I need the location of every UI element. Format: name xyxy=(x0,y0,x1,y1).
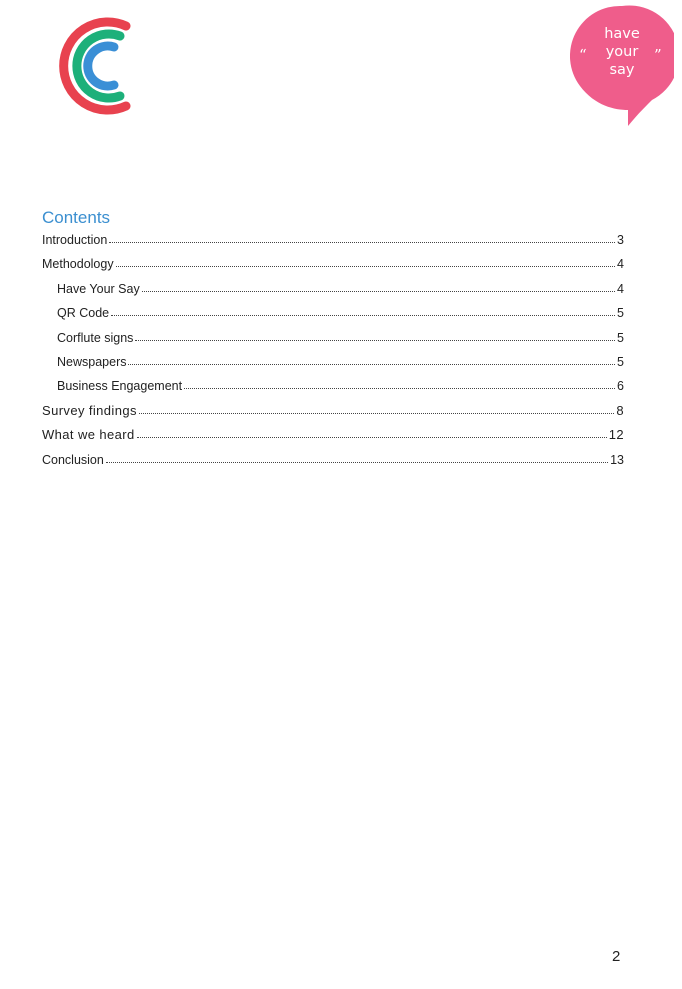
toc-leader-dots xyxy=(128,353,615,365)
have-your-say-logo xyxy=(570,4,674,128)
toc-entry-have-your-say[interactable] xyxy=(42,281,624,305)
toc-entry-title: What we heard xyxy=(42,427,135,443)
toc-entry-conclusion[interactable] xyxy=(42,452,624,476)
toc-entry-title: Introduction xyxy=(42,233,108,247)
toc-entry-title: Conclusion xyxy=(42,452,104,467)
toc-entry-introduction[interactable] xyxy=(42,232,624,256)
toc-entry-page: 6 xyxy=(617,379,624,394)
toc-entry-title: QR Code xyxy=(57,306,110,321)
toc-entry-page: 5 xyxy=(617,354,624,369)
toc-entry-page: 3 xyxy=(617,233,624,247)
page-number: 2 xyxy=(612,948,621,965)
toc-entry-page: 8 xyxy=(616,402,624,418)
council-logo xyxy=(46,14,142,118)
toc-entry-methodology[interactable] xyxy=(42,256,624,280)
toc-leader-dots xyxy=(184,377,615,389)
toc-entry-title: Business Engagement xyxy=(57,379,183,394)
toc-entry-title: Have Your Say xyxy=(57,281,140,296)
hys-line-1: have xyxy=(604,26,640,42)
toc-entry-newspapers[interactable] xyxy=(42,354,624,378)
toc-leader-dots xyxy=(106,451,608,463)
toc-entry-page: 5 xyxy=(617,306,624,321)
toc-leader-dots xyxy=(139,402,614,414)
toc-leader-dots xyxy=(142,280,615,292)
toc-entry-page: 4 xyxy=(617,257,624,272)
toc-leader-dots xyxy=(135,329,615,341)
toc-entry-title: Newspapers xyxy=(57,354,127,369)
contents-heading: Contents xyxy=(42,208,111,227)
toc-entry-title: Corflute signs xyxy=(57,330,134,345)
hys-line-3: say xyxy=(609,62,635,78)
toc-entry-page: 12 xyxy=(608,427,624,443)
toc-entry-business-engagement[interactable] xyxy=(42,378,624,402)
toc-leader-dots xyxy=(116,255,615,267)
logo-inner-arc xyxy=(88,46,114,86)
open-quote-icon: “ xyxy=(579,46,587,64)
table-of-contents xyxy=(42,232,624,476)
close-quote-icon: ” xyxy=(654,46,662,64)
toc-leader-dots xyxy=(109,231,615,243)
toc-entry-page: 13 xyxy=(610,452,624,467)
toc-entry-qr-code[interactable] xyxy=(42,305,624,329)
toc-entry-page: 5 xyxy=(617,330,624,345)
toc-entry-corflute-signs[interactable] xyxy=(42,330,624,354)
toc-entry-title: Methodology xyxy=(42,257,114,272)
toc-entry-what-we-heard[interactable] xyxy=(42,427,624,451)
toc-leader-dots xyxy=(137,426,607,438)
toc-entry-title: Survey findings xyxy=(42,402,137,418)
toc-entry-survey-findings[interactable] xyxy=(42,403,624,427)
toc-entry-page: 4 xyxy=(617,281,624,296)
hys-line-2: your xyxy=(605,44,639,60)
toc-leader-dots xyxy=(111,304,615,316)
